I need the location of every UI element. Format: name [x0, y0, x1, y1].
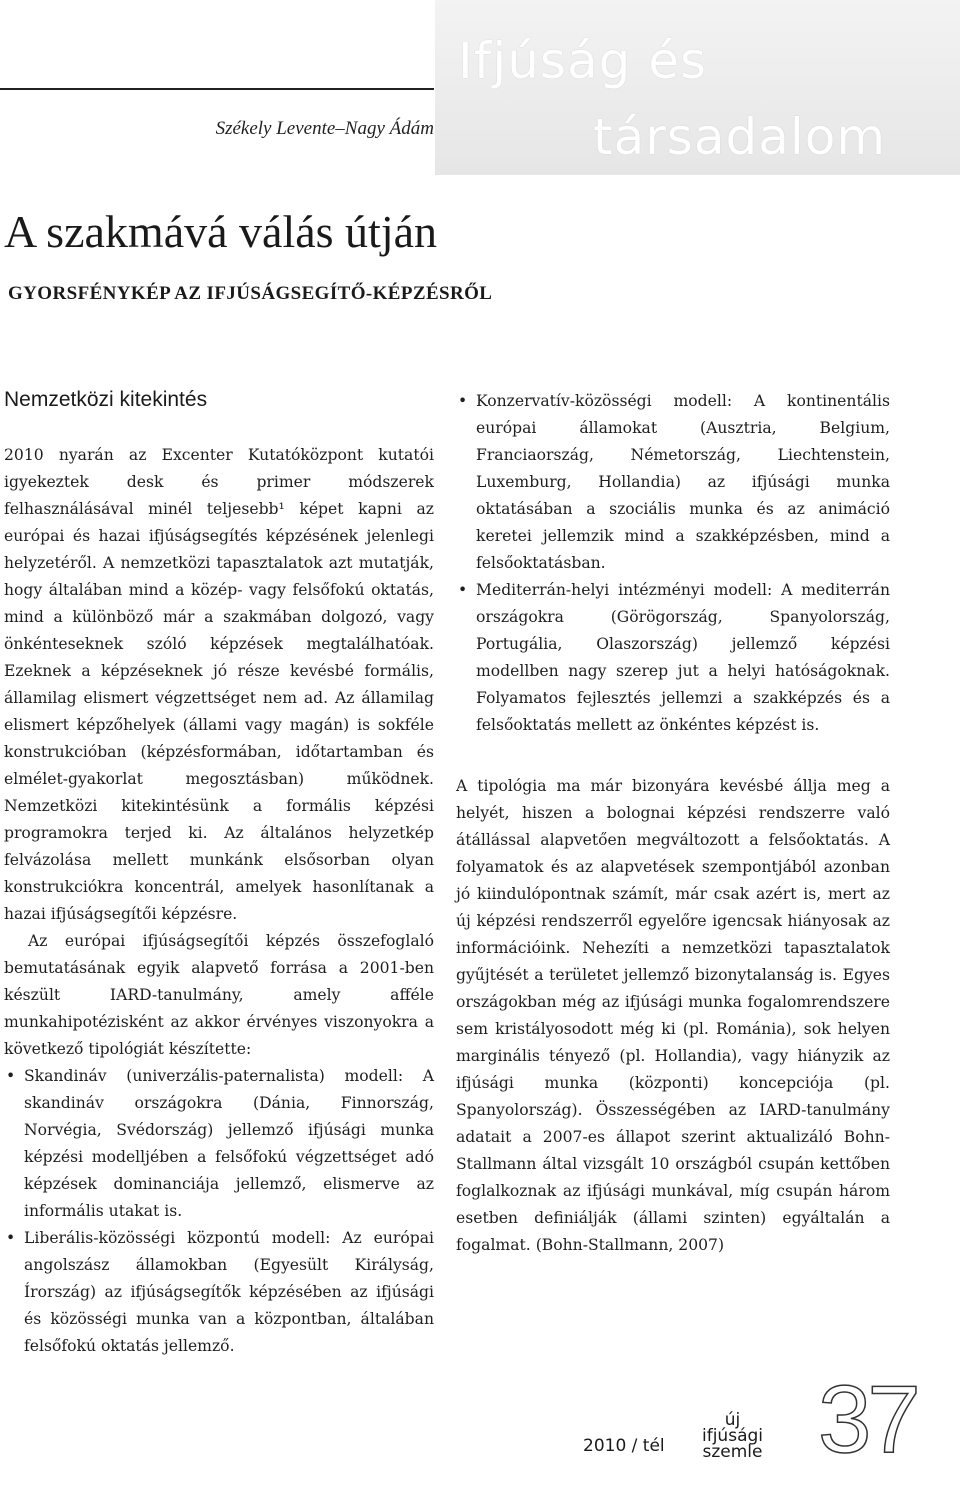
logo-line: új: [724, 1410, 741, 1430]
list-item: • Konzervatív-közösségi modell: A kontinentális európai államokat (Ausztria, Belgium, Franciaország, Németország, Liechtenstein, Luxemburg, Hollandia) az ifjúsági munka oktatásában a szociális munka és az animáció keretei jellemzik mind a szakképzésben, mind a felsőoktatásban.: [456, 388, 890, 577]
left-column: [4, 442, 434, 1360]
article-authors: Székely Levente–Nagy Ádám: [215, 118, 434, 139]
paragraph: A tipológia ma már bizonyára kevésbé állja meg a helyét, hiszen a bolognai képzési rendszerre való átállással alapvetően megváltozott a felsőoktatás. A folyamatok és az alapvetések szempontjából azonban jó kiindulópontnak számít, már csak azért is, mert az új képzési rendszerről egyelőre igencsak hiányosak az információink. Nehezíti a nemzetközi tapasztalatok gyűjtését a területet jellemző bizonytalanság is. Egyes országokban még az ifjúsági munka fogalomrendszere sem kristályosodott még ki (pl. Románia), sok helyen marginális tényező (pl. Hollandia), vagy hiányzik az ifjúsági munka (központi) koncepciója (pl. Spanyolország). Összességében az IARD-tanulmány adatait a 2007-es állapot szerint aktualizáló Bohn-Stallmann által vizsgált 10 országból csupán kettőben foglalkoznak az ifjúsági munkával, míg csupán három esetben definiálják (állami szinten) egyáltalán a fogalmat. (Bohn-Stallmann, 2007): [456, 777, 890, 1254]
issue-date: 2010 / tél: [583, 1436, 665, 1456]
list-item: • Skandináv (univerzális-paternalista) modell: A skandináv országokra (Dánia, Finnország, Norvégia, Svédország) jellemző ifjúsági munka képzési modelljében a felsőfokú végzettséget adó képzések dominanciája jellemző, elismerve az informális utakat is.: [4, 1063, 434, 1225]
article-title: A szakmává válás útján: [4, 206, 438, 257]
right-column: [456, 388, 890, 1259]
logo-line: ifjúsági: [702, 1426, 763, 1446]
magazine-title-line-1: Ifjúság és: [458, 32, 708, 90]
magazine-title-line-2: társadalom: [593, 108, 887, 166]
list-item: • Liberális-közösségi központú modell: Az európai angolszász államokban (Egyesült Királyság, Írország) az ifjúságsegítők képzésében az ifjúsági és közösségi munka van a központban, általában felsőfokú oktatás jellemző.: [4, 1225, 434, 1360]
paragraph: 2010 nyarán az Excenter Kutatóközpont kutatói igyekeztek desk és primer módszerek felhasználásával minél teljesebb¹ képet kapni az európai és hazai ifjúságsegítés képzésének jelenlegi helyzetéről. A nemzetközi tapasztalatok azt mutatják, hogy általában mind a közép- vagy felsőfokú oktatás, mind a különböző már a szakmában dolgozó, vagy önkénteseknek szóló képzések megtalálhatóak. Ezeknek a képzéseknek jó része kevésbé formális, államilag elismert végzettséget nem ad. Az államilag elismert képzőhelyek (állami vagy magán) is sokféle konstrukcióban (képzésformában, időtartamban és elmélet-gyakorlat megosztásban) működnek. Nemzetközi kitekintésünk a formális képzési programokra terjed ki. Az általános helyzetkép felvázolása mellett munkánk elsősorban olyan konstrukciókra koncentrál, amelyek hasonlítanak a hazai ifjúságsegítői képzésre.: [4, 446, 434, 923]
paragraph: Az európai ifjúságsegítői képzés összefoglaló bemutatásának egyik alapvető forrása a 2001-ben készült IARD-tanulmány, amely afféle munkahipotézisként az akkor érvényes viszonyokra a következő tipológiát készítette:: [4, 932, 434, 1058]
logo-line: szemle: [702, 1442, 763, 1462]
list-item: • Mediterrán-helyi intézményi modell: A mediterrán országokra (Görögország, Spanyolország, Portugália, Olaszország) jellemző képzési modellben nagy szerep jut a helyi hatóságoknak. Folyamatos fejlesztés jellemzi a szakképzés és a felsőoktatás mellett az önkéntes képzést is.: [456, 577, 890, 739]
page-number: 37: [818, 1366, 917, 1473]
journal-logo: [702, 1412, 763, 1460]
typology-list: [4, 1063, 434, 1360]
typology-list-continued: [456, 388, 890, 739]
section-heading: Nemzetközi kitekintés: [4, 388, 208, 411]
header-divider: [0, 88, 434, 90]
article-subtitle: GYORSFÉNYKÉP AZ IFJÚSÁGSEGÍTŐ-KÉPZÉSRŐL: [8, 283, 493, 304]
